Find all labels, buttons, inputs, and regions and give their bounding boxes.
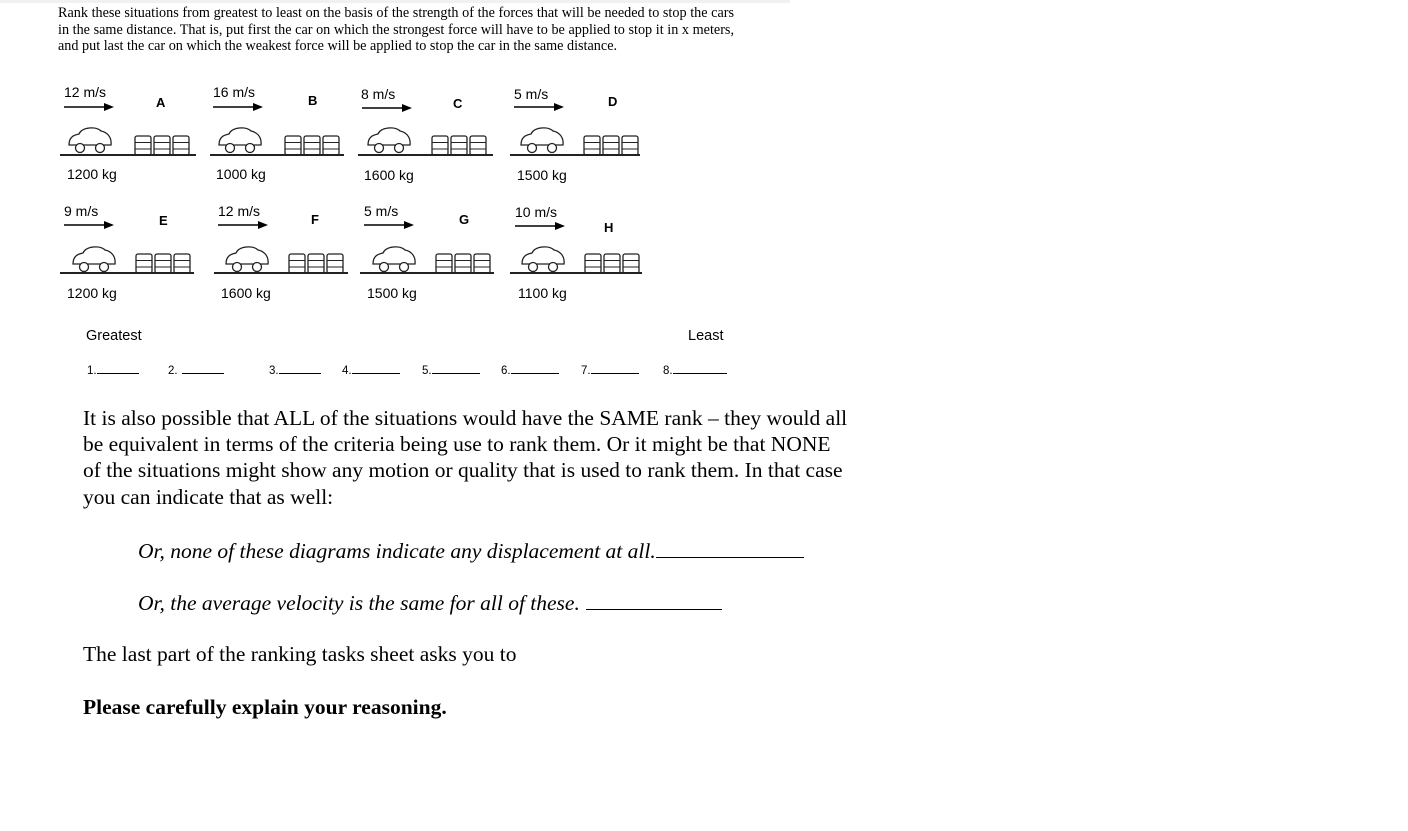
mass-label: 1600 kg — [221, 285, 271, 301]
mass-label: 1200 kg — [67, 285, 117, 301]
rank-number: 5. — [422, 365, 432, 377]
rank-slot-1[interactable] — [87, 362, 139, 377]
answer-blank[interactable] — [586, 589, 722, 610]
answer-blank[interactable] — [97, 362, 139, 374]
ground-line — [60, 272, 194, 274]
speed-label: 10 m/s — [515, 204, 558, 220]
ground-line — [360, 272, 494, 274]
greatest-label: Greatest — [86, 328, 142, 344]
answer-blank[interactable] — [279, 362, 321, 374]
velocity-arrow-icon — [514, 101, 566, 113]
ground-line — [510, 154, 640, 156]
instructions: Rank these situations from greatest to least on the basis of the strength of the forces that will be needed to stop the cars in the same distance. That is, put first the car on which the strongest force will have to be applied to stop it in x meters, and put last the car on which the weakest force will be applied to stop the car in the same distance. — [58, 5, 734, 55]
ground-line — [60, 154, 196, 156]
speed-label: 12 m/s — [218, 203, 261, 219]
rank-number: 3. — [269, 365, 279, 377]
rank-number: 4. — [342, 365, 352, 377]
answer-blank[interactable] — [591, 362, 639, 374]
answer-blank[interactable] — [352, 362, 400, 374]
answer-blank[interactable] — [656, 537, 804, 558]
option-same-velocity — [138, 589, 722, 616]
mass-label: 1500 kg — [517, 167, 567, 183]
rank-slot-7[interactable] — [581, 362, 639, 377]
option-no-displacement — [138, 537, 804, 564]
rank-slot-4[interactable] — [342, 362, 400, 377]
speed-label: 12 m/s — [64, 84, 107, 100]
answer-blank[interactable] — [511, 362, 559, 374]
situation-letter: G — [459, 212, 470, 227]
rank-slot-6[interactable] — [501, 362, 559, 377]
speed-label: 5 m/s — [514, 86, 549, 102]
velocity-arrow-icon — [64, 219, 116, 231]
rank-number: 2. — [168, 365, 178, 377]
mass-label: 1100 kg — [518, 285, 567, 301]
rank-number: 8. — [663, 365, 673, 377]
ground-line — [210, 154, 344, 156]
car-icon — [70, 243, 118, 273]
mass-label: 1000 kg — [216, 166, 266, 182]
option-text: Or, the average velocity is the same for all of these. — [138, 591, 580, 615]
ground-line — [214, 272, 348, 274]
velocity-arrow-icon — [515, 220, 567, 232]
car-icon — [66, 124, 114, 154]
rank-number: 7. — [581, 365, 591, 377]
car-icon — [216, 124, 264, 154]
car-icon — [519, 243, 567, 273]
last-part-text: The last part of the ranking tasks sheet asks you to — [83, 642, 517, 666]
least-label: Least — [688, 328, 724, 344]
rank-number: 6. — [501, 365, 511, 377]
rank-slot-3[interactable] — [269, 362, 321, 377]
velocity-arrow-icon — [362, 102, 414, 114]
car-icon — [223, 243, 271, 273]
situation-letter: D — [608, 94, 618, 109]
mass-label: 1200 kg — [67, 166, 117, 182]
rank-number: 1. — [87, 365, 97, 377]
situation-letter: H — [604, 220, 614, 235]
situation-letter: F — [311, 212, 319, 227]
rank-slot-8[interactable] — [663, 362, 727, 377]
option-text: Or, none of these diagrams indicate any displacement at all. — [138, 539, 656, 563]
velocity-arrow-icon — [213, 101, 265, 113]
ground-line — [510, 272, 642, 274]
situation-letter: A — [156, 95, 166, 110]
answer-blank[interactable] — [673, 362, 727, 374]
situation-letter: E — [159, 213, 168, 228]
car-icon — [365, 124, 413, 154]
speed-label: 9 m/s — [64, 203, 99, 219]
alternative-paragraph: It is also possible that ALL of the situations would have the SAME rank – they would all be equivalent in terms of the criteria being use to rank them. Or it might be that NONE of the situations might show any motion or quality that is used to rank them. In that case you can indicate that as well: — [83, 406, 848, 509]
speed-label: 8 m/s — [361, 86, 396, 102]
car-icon — [518, 124, 566, 154]
velocity-arrow-icon — [364, 219, 416, 231]
car-icon — [370, 243, 418, 273]
answer-blank[interactable] — [432, 362, 480, 374]
situation-letter: B — [308, 93, 318, 108]
mass-label: 1500 kg — [367, 285, 417, 301]
velocity-arrow-icon — [64, 101, 116, 113]
ground-line — [358, 154, 493, 156]
top-border — [0, 0, 790, 3]
answer-blank[interactable] — [182, 362, 224, 374]
explain-prompt: Please carefully explain your reasoning. — [83, 695, 447, 719]
velocity-arrow-icon — [218, 219, 270, 231]
mass-label: 1600 kg — [364, 167, 414, 183]
situation-letter: C — [453, 96, 463, 111]
speed-label: 16 m/s — [213, 84, 256, 100]
speed-label: 5 m/s — [364, 203, 399, 219]
rank-slot-2[interactable] — [168, 362, 224, 377]
rank-slot-5[interactable] — [422, 362, 480, 377]
